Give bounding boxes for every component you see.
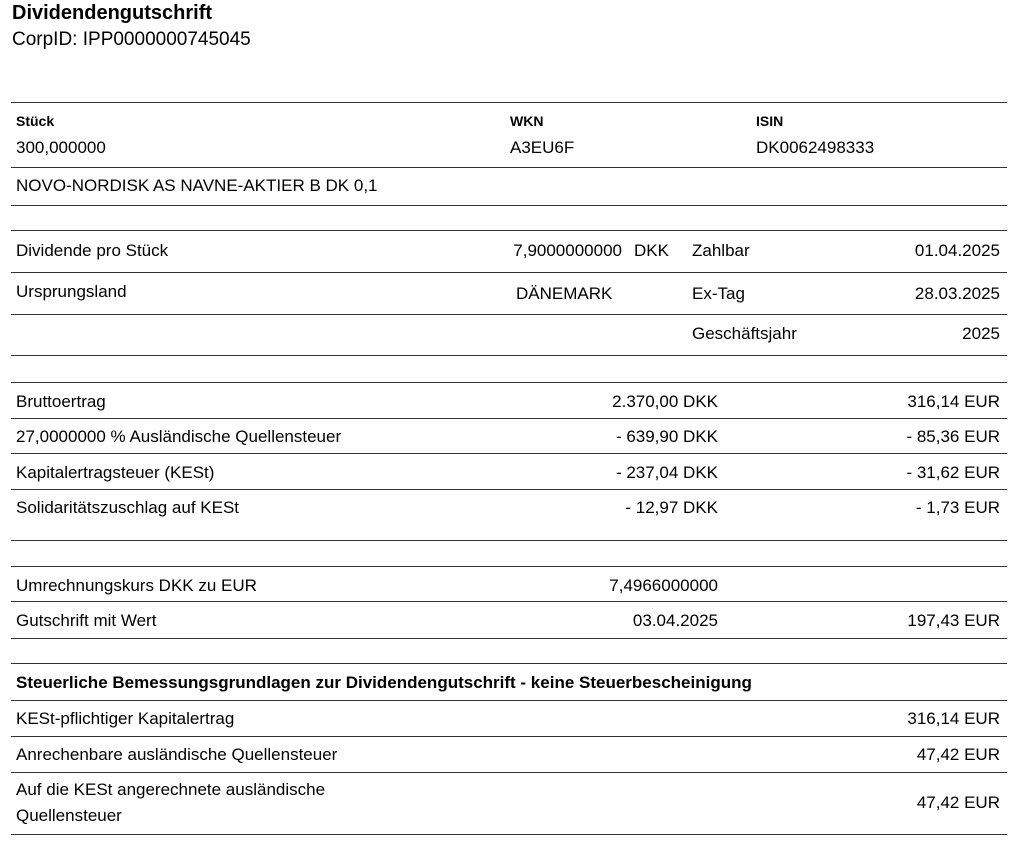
credit-value-date: 03.04.2025 [632, 611, 718, 630]
divider [11, 230, 1007, 231]
fiscal-year-value: 2025 [962, 324, 1000, 343]
divider [11, 736, 1007, 737]
wkn-label: WKN [510, 113, 544, 129]
ex-date: 28.03.2025 [914, 284, 1000, 303]
document-title: Dividendengutschrift [12, 2, 213, 24]
tax-basis-value: 47,42 EUR [916, 793, 1000, 812]
divider [11, 601, 1007, 602]
amount-dkk: 2.370,00 DKK [612, 392, 718, 411]
divider [11, 489, 1007, 490]
tax-basis-value: 316,14 EUR [907, 709, 1000, 728]
conversion-rate-label: Umrechnungskurs DKK zu EUR [16, 576, 257, 595]
payable-label: Zahlbar [692, 241, 750, 260]
tax-basis-label-continued: Quellensteuer [16, 806, 122, 825]
fiscal-year-label: Geschäftsjahr [692, 324, 797, 343]
tax-basis-heading: Steuerliche Bemessungsgrundlagen zur Dividendengutschrift - keine Steuerbescheinigung [16, 673, 752, 692]
divider [11, 102, 1007, 103]
divider [11, 418, 1007, 419]
dividend-per-share-value: 7,9000000000 [513, 241, 622, 260]
stueck-label: Stück [16, 113, 55, 129]
amount-dkk: - 12,97 DKK [625, 498, 718, 517]
dividend-currency: DKK [634, 241, 669, 260]
divider [11, 272, 1007, 273]
amount-eur: - 31,62 EUR [906, 463, 1000, 482]
divider [11, 167, 1007, 168]
isin-label: ISIN [756, 113, 784, 129]
divider [11, 540, 1007, 541]
amount-dkk: - 639,90 DKK [615, 427, 718, 446]
wkn-value: A3EU6F [510, 138, 575, 157]
divider [11, 772, 1007, 773]
corp-id: CorpID: IPP0000000745045 [12, 29, 251, 50]
ex-date-label: Ex-Tag [692, 284, 745, 303]
tax-basis-label: Anrechenbare ausländische Quellensteuer [16, 745, 338, 764]
stueck-value: 300,000000 [16, 138, 106, 157]
divider [11, 638, 1007, 639]
payable-date: 01.04.2025 [914, 241, 1000, 260]
amount-eur: 316,14 EUR [907, 392, 1000, 411]
divider [11, 700, 1007, 701]
credit-label: Gutschrift mit Wert [16, 611, 157, 630]
divider [11, 382, 1007, 383]
conversion-rate-value: 7,4966000000 [609, 576, 718, 595]
origin-label: Ursprungsland [16, 282, 127, 301]
divider [11, 834, 1007, 835]
security-name: NOVO-NORDISK AS NAVNE-AKTIER B DK 0,1 [16, 176, 378, 195]
divider [11, 453, 1007, 454]
amount-dkk: - 237,04 DKK [615, 463, 718, 482]
amount-eur: - 1,73 EUR [915, 498, 1000, 517]
credit-amount: 197,43 EUR [907, 611, 1000, 630]
divider [11, 566, 1007, 567]
origin-value: DÄNEMARK [516, 284, 613, 303]
tax-basis-label: KESt-pflichtiger Kapitalertrag [16, 709, 235, 728]
amount-label: Bruttoertrag [16, 392, 106, 411]
amount-label: 27,0000000 % Ausländische Quellensteuer [16, 427, 342, 446]
tax-basis-value: 47,42 EUR [916, 745, 1000, 764]
amount-label: Solidaritätszuschlag auf KESt [16, 498, 240, 517]
divider [11, 205, 1007, 206]
dividend-per-share-label: Dividende pro Stück [16, 241, 169, 260]
amount-label: Kapitalertragsteuer (KESt) [16, 463, 215, 482]
tax-basis-label: Auf die KESt angerechnete ausländische [16, 780, 326, 799]
amount-eur: - 85,36 EUR [906, 427, 1000, 446]
divider [11, 663, 1007, 664]
divider [11, 355, 1007, 356]
divider [11, 314, 1007, 315]
isin-value: DK0062498333 [756, 138, 875, 157]
